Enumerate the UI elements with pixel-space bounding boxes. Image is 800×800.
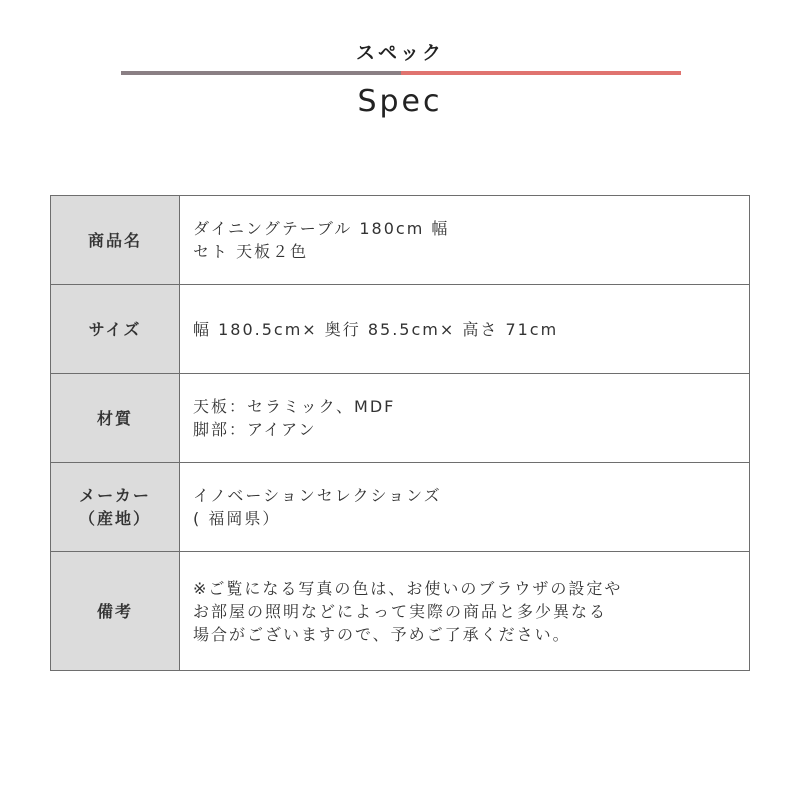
row-value-line: ( 福岡県） [193, 509, 281, 528]
spec-table [50, 195, 750, 671]
row-value-line: セト 天板２色 [193, 242, 309, 261]
table-row-material [51, 374, 750, 463]
row-label [51, 374, 180, 463]
row-value-line: イノベーションセレクションズ [193, 486, 442, 505]
row-value-line: 場合がございますので、予めご了承ください。 [193, 624, 571, 644]
row-value-line: 天板：セラミック、MDF [193, 397, 396, 416]
row-value [180, 196, 750, 285]
divider-right-segment [401, 71, 681, 75]
row-value-line: お部屋の照明などによって実際の商品と多少異なる [193, 601, 608, 621]
table-row-notes [51, 552, 750, 671]
row-value [180, 285, 750, 374]
section-title-en: Spec [357, 84, 443, 119]
row-label [51, 196, 180, 285]
row-value [180, 463, 750, 552]
divider-left-segment [121, 71, 401, 75]
row-value-line: 脚部：アイアン [193, 420, 317, 439]
table-row-maker [51, 463, 750, 552]
table-row-size [51, 285, 750, 374]
row-label [51, 552, 180, 671]
row-label [51, 463, 180, 552]
row-label-text: 材質 [96, 408, 133, 428]
section-title-jp: スペック [355, 42, 444, 64]
row-label-text: 備考 [96, 601, 133, 621]
row-label [51, 285, 180, 374]
row-value [180, 374, 750, 463]
row-value-line: ※ご覧になる写真の色は、お使いのブラウザの設定や [193, 578, 623, 598]
row-value-line: 幅 180.5cm× 奥行 85.5cm× 高さ 71cm [193, 319, 559, 339]
table-row-product-name [51, 196, 750, 285]
row-label-text: メーカー [79, 486, 151, 505]
title-divider [121, 71, 681, 75]
row-label-text: 商品名 [87, 230, 142, 250]
row-value [180, 552, 750, 671]
row-label-text: （産地） [78, 509, 151, 528]
row-label-text: サイズ [88, 319, 142, 339]
row-value-line: ダイニングテーブル 180cm 幅 [193, 219, 450, 238]
